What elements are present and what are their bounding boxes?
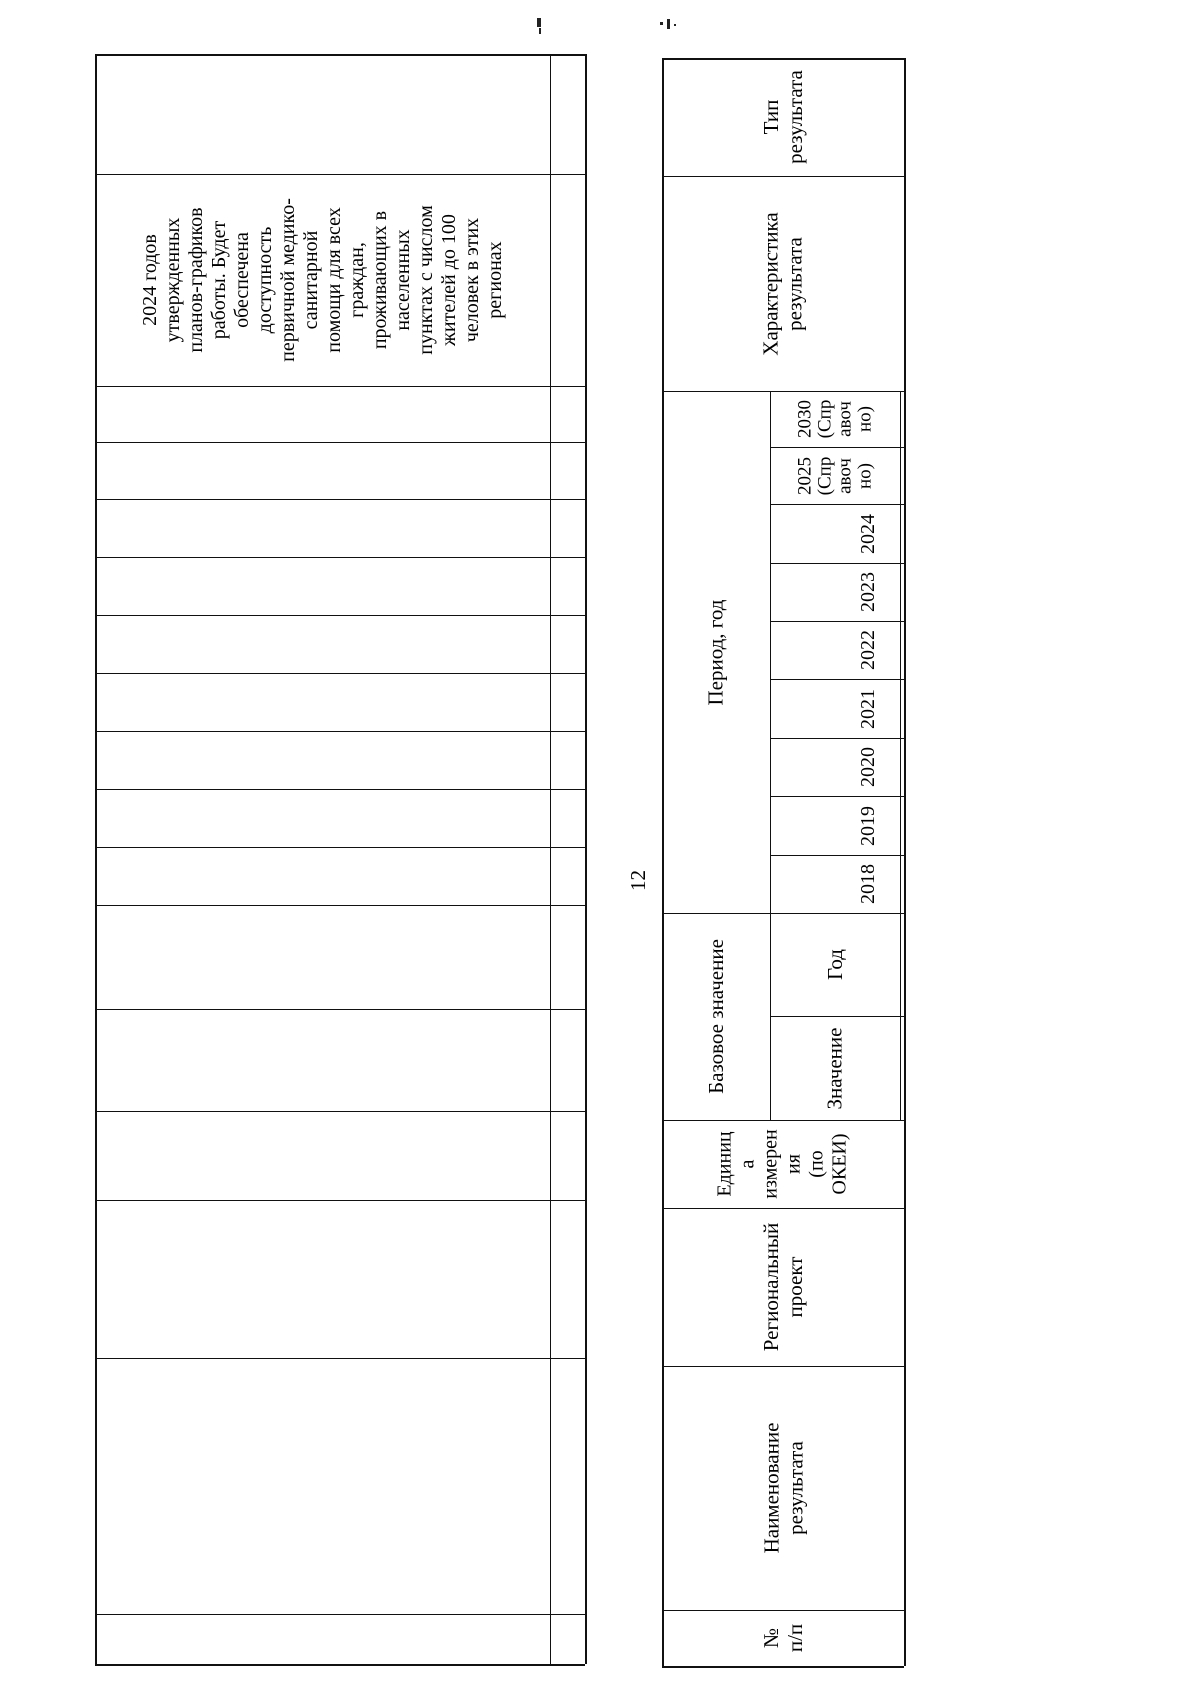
carried-text-cell	[95, 174, 550, 386]
carried-text-line: населенных	[391, 229, 414, 331]
header-line: измерен	[760, 1129, 782, 1199]
header-base-value-value-text: Значение	[822, 1027, 847, 1109]
header-line: (Спр	[813, 456, 835, 495]
header-line: авоч	[833, 457, 855, 494]
header-line: ОКЕИ)	[829, 1133, 851, 1195]
year-text: 2018	[857, 864, 879, 904]
header-line: №	[759, 1627, 783, 1649]
header-year-2019	[770, 796, 900, 855]
header-year-2030	[770, 391, 900, 447]
header-year-2025	[770, 447, 900, 504]
carried-text-line: граждан,	[345, 242, 368, 318]
header-unit	[662, 1120, 904, 1208]
header-result-type	[662, 58, 904, 176]
header-number	[662, 1610, 904, 1666]
header-year-2021	[770, 679, 900, 738]
header-year-2023	[770, 563, 900, 621]
year-text: 2019	[857, 805, 879, 846]
header-year-2020	[770, 738, 900, 796]
header-result-type-text	[759, 70, 807, 164]
header-year-2024	[770, 504, 900, 563]
header-line: но)	[853, 406, 875, 433]
header-line: авоч	[833, 401, 855, 437]
header-line: ия	[783, 1154, 805, 1174]
year-text: 2023	[857, 572, 879, 612]
header-year-2022	[770, 621, 900, 679]
page-number-text: 12	[625, 869, 650, 891]
page-number	[620, 860, 656, 900]
header-result-name	[662, 1366, 904, 1610]
carried-text-line: человек в этих	[460, 217, 483, 343]
year-text: 2021	[857, 688, 879, 729]
carried-text-line: планов-графиков	[184, 207, 207, 353]
carried-text-line: проживающих в	[368, 210, 391, 350]
header-unit-text	[714, 1129, 852, 1198]
lower-table	[662, 58, 904, 1666]
header-line: результата	[782, 70, 807, 164]
header-characteristic	[662, 176, 904, 391]
header-characteristic-text	[759, 212, 807, 355]
header-line: результата	[782, 236, 807, 331]
header-base-value	[662, 913, 770, 1120]
header-line: (по	[806, 1150, 828, 1178]
carried-text-line: 2024 годов	[138, 234, 161, 326]
year-text: 2024	[857, 513, 879, 554]
carried-text-line: доступность	[253, 226, 276, 334]
carried-text-line: первичной медико-	[276, 198, 299, 362]
upper-table	[95, 54, 585, 1664]
header-year-2018	[770, 855, 900, 913]
header-line: проект	[783, 1256, 807, 1318]
header-line: (Спр	[813, 399, 835, 439]
year-2030-text	[795, 400, 875, 439]
carried-text-line: регионах	[483, 241, 506, 319]
carried-text-line: пунктах с числом	[414, 205, 437, 355]
year-text: 2020	[857, 747, 879, 787]
header-line: 2030	[793, 400, 815, 439]
carried-text-line: жителей до 100	[437, 214, 460, 346]
header-line: Тип	[758, 99, 783, 135]
header-line: Характеристика	[758, 211, 783, 356]
carried-text-line: обеспечена	[230, 232, 253, 328]
header-number-text	[759, 1624, 807, 1652]
year-text: 2022	[857, 630, 879, 670]
carried-text-line: помощи для всех	[322, 207, 345, 353]
header-period-text: Период, год	[703, 599, 728, 705]
carried-text	[138, 198, 506, 362]
header-line: но)	[853, 462, 875, 489]
header-result-name-text	[759, 1423, 807, 1554]
carried-text-line: санитарной	[299, 230, 322, 330]
year-2025-text	[795, 456, 875, 495]
carried-text-line: утвержденных	[161, 217, 184, 343]
header-line: п/п	[783, 1623, 807, 1653]
header-regional-project-text	[759, 1223, 807, 1351]
header-line: Единиц	[714, 1131, 736, 1197]
header-base-value-value	[770, 1016, 900, 1120]
header-base-year	[770, 913, 900, 1016]
header-base-value-text: Базовое значение	[703, 939, 728, 1094]
header-base-year-text: Год	[822, 949, 847, 980]
header-line: 2025	[793, 456, 815, 495]
header-period	[662, 391, 770, 913]
header-regional-project	[662, 1208, 904, 1366]
header-line: результата	[783, 1441, 807, 1535]
header-line: Наименование	[759, 1422, 783, 1554]
header-line: Региональный	[759, 1222, 783, 1352]
header-line: а	[737, 1159, 759, 1169]
carried-text-line: работы. Будет	[207, 220, 230, 340]
